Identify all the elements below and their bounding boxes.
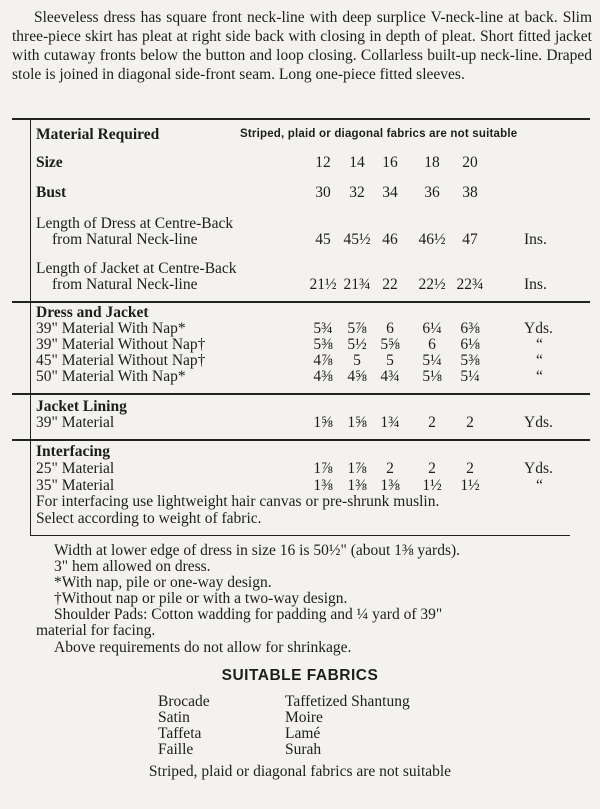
table-bottom-rule	[30, 535, 570, 536]
hem-note: 3" hem allowed on dress.	[54, 558, 211, 575]
bust-label: Bust	[36, 184, 67, 201]
nap-note: *With nap, pile or one-way design.	[54, 574, 272, 591]
width-note: Width at lower edge of dress in size 16 is 50½" (about 1⅜ yards).	[54, 542, 461, 559]
jacket-length-cell: 22½	[418, 276, 446, 293]
shrinkage-note: Above requirements do not allow for shrinkage.	[54, 639, 352, 656]
size-label: Size	[36, 154, 63, 171]
dress-length-cell: 46	[382, 231, 398, 248]
shoulder-pads-note: Shoulder Pads: Cotton wadding for padding and ¼ yard of 39"	[54, 606, 443, 623]
table-left-rule	[30, 120, 31, 536]
fabric-item: Surah	[285, 741, 322, 758]
fabric-item: Faille	[158, 741, 194, 758]
size-cell: 12	[315, 154, 331, 171]
description-paragraph: Sleeveless dress has square front neck-line with deep surplice V-neck-line at back. Slim three-piece skirt has pleat at right side back with closing in depth of pleat. Short fitted jacket with cutaway fronts below the button and loop closing. Collarless built-up neck-line. Draped stole is joined in diagonal side-front seam. Long one-piece fitted sleeves.	[12, 9, 592, 83]
shoulder-pads-note-2: material for facing.	[36, 622, 156, 639]
no-nap-note: †Without nap or pile or with a two-way design.	[54, 590, 348, 607]
dress-length-cell: 45½	[343, 231, 371, 248]
section-rule	[12, 439, 590, 441]
size-cell: 20	[462, 154, 478, 171]
dress-length-cell: 47	[462, 231, 478, 248]
suitable-fabrics-heading: SUITABLE FABRICS	[221, 667, 379, 684]
jacket-length-cell: 22¾	[456, 276, 484, 293]
section-rule	[12, 301, 590, 303]
fabric-item: Moire	[285, 709, 323, 726]
unit: Ins.	[524, 276, 547, 293]
fabric-item: Satin	[158, 709, 190, 726]
bust-cell: 36	[424, 184, 440, 201]
section-rule	[12, 393, 590, 395]
size-cell: 16	[382, 154, 398, 171]
unit: Ins.	[524, 231, 547, 248]
size-cell: 14	[349, 154, 365, 171]
dress-length-cell: 45	[315, 231, 331, 248]
dress-length-label-2: from Natural Neck-line	[52, 231, 198, 248]
interfacing-note-2: Select according to weight of fabric.	[36, 510, 262, 527]
jacket-length-cell: 21¾	[343, 276, 371, 293]
fabric-item: Taffeta	[158, 725, 202, 742]
size-cell: 18	[424, 154, 440, 171]
bust-cell: 34	[382, 184, 398, 201]
heading-note: Striped, plaid or diagonal fabrics are not suitable	[240, 128, 518, 140]
jacket-length-cell: 21½	[309, 276, 337, 293]
fabric-item: Taffetized Shantung	[285, 693, 410, 710]
jacket-length-label-2: from Natural Neck-line	[52, 276, 198, 293]
bust-cell: 38	[462, 184, 478, 201]
fabrics-footer-note: Striped, plaid or diagonal fabrics are not suitable	[148, 763, 452, 780]
fabric-item: Lamé	[285, 725, 321, 742]
bust-cell: 32	[349, 184, 365, 201]
dress-length-cell: 46½	[418, 231, 446, 248]
table-top-rule	[12, 118, 590, 120]
interfacing-note-1: For interfacing use lightweight hair canvas or pre-shrunk muslin.	[36, 493, 440, 510]
bust-cell: 30	[315, 184, 331, 201]
jacket-length-cell: 22	[382, 276, 398, 293]
fabric-item: Brocade	[158, 693, 210, 710]
